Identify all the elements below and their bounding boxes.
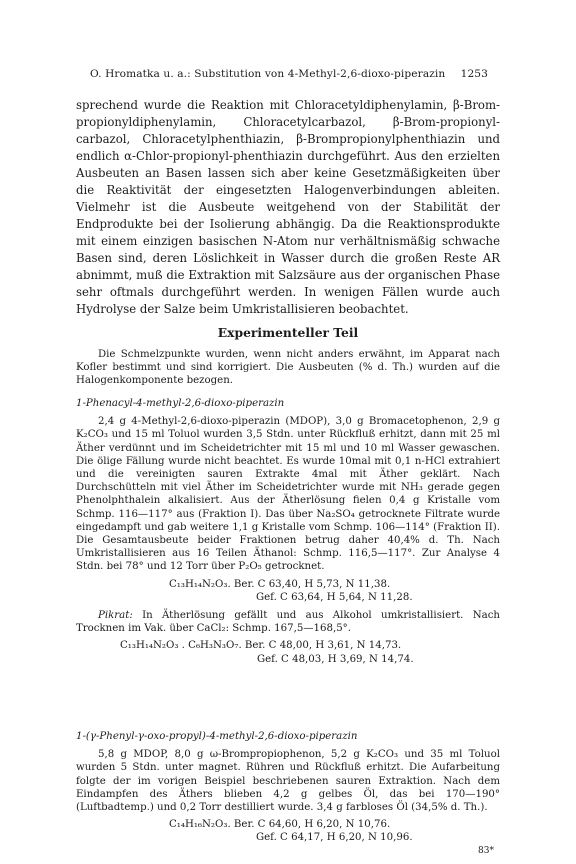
running-title: O. Hromatka u. a.: Substitution von 4-Methyl-2,6-dioxo-piperazin	[90, 68, 446, 80]
compound2-name: 1-(γ-Phenyl-γ-oxo-propyl)-4-methyl-2,6-dioxo-piperazin	[76, 731, 358, 742]
compound1-analysis-found: Gef. C 63,64, H 5,64, N 11,28.	[256, 591, 413, 603]
compound1-analysis-calc: C₁₃H₁₄N₂O₃. Ber. C 63,40, H 5,73, N 11,38.	[169, 578, 391, 590]
footer-signature: 83*	[478, 846, 494, 856]
compound1-block	[76, 397, 500, 666]
intro-block	[76, 97, 500, 318]
compound1-procedure: 2,4 g 4-Methyl-2,6-dioxo-piperazin (MDOP), 3,0 g Bromacetophenon, 2,9 g K₂CO₃ und 15 ml Toluol wurden 3,5 Stdn. unter Rückfluß erhitzt, dann mit 25 ml Äther verdünnt und im Scheidetrichter mit 15 ml und 10 ml Wasser gewaschen. Die ölige Fällung wurde nicht beachtet. Es wurde 10mal mit 0,1 n-HCl extrahiert und die vereinigten sauren Extrakte 4mal mit Äther geklärt. Nach Durchschütteln mit viel Äther im Scheidetrichter wurde mit NH₃ gerade gegen Phenolphthalein alkalisiert. Aus der Ätherlösung fielen 0,4 g Kristalle vom Schmp. 116—117° aus (Fraktion I). Das über Na₂SO₄ getrocknete Filtrate wurde eingedampft und gab weitere 1,1 g Kristalle vom Schmp. 106—114° (Fraktion II). Die Gesamtausbeute beider Fraktionen betrug daher 40,4% d. Th. Nach Umkristallisieren aus 16 Teilen Äthanol: Schmp. 116,5—117°. Zur Analyse 4 Stdn. bei 78° und 12 Torr über P₂O₅ getrocknet.	[76, 416, 500, 573]
picrate-label: Pikrat:	[98, 610, 133, 622]
picrate-text: In Ätherlösung gefällt und aus Alkohol umkristallisiert. Nach Trocknen im Vak. über CaCl₂: Schmp. 167,5—168,5°.	[76, 610, 500, 635]
compound2-procedure: 5,8 g MDOP, 8,0 g ω-Brompropiophenon, 5,2 g K₂CO₃ und 35 ml Toluol wurden 5 Stdn. unter magnet. Rühren und Rückfluß erhitzt. Die Aufarbeitung folgte der im vorigen Beispiel beschriebenen sauren Extraktion. Nach dem Eindampfen des Äthers blieben 4,2 g gelbes Öl, das bei 170—190° (Luftbadtemp.) und 0,2 Torr destilliert wurde. 3,4 g farbloses Öl (34,5% d. Th.).	[76, 749, 500, 814]
compound2-analysis-found: Gef. C 64,17, H 6,20, N 10,96.	[256, 832, 413, 844]
picrate-analysis-calc: C₁₃H₁₄N₂O₃ . C₆H₃N₃O₇. Ber. C 48,00, H 3,61, N 14,73.	[120, 640, 402, 652]
intro-paragraph: sprechend wurde die Reaktion mit Chloracetyldiphenylamin, β-Brom-propionyldiphenylamin, Chloracetylcarbazol, β-Brom-propionyl-carbazol, Chloracetylphenthiazin, β-Brompropionylphenthiazin und endlich α-Chlor-propionyl-phenthiazin durchgeführt. Aus den erzielten Ausbeuten an Basen lassen sich aber keine Gesetzmäßigkeiten über die Reaktivität der eingesetzten Halogenverbindungen ableiten. Vielmehr ist die Ausbeute weitgehend von der Stabilität der Endprodukte bei der Isolierung abhängig. Da die Reaktionsprodukte mit einem einzigen basischen N-Atom nur verhältnismäßig schwache Basen sind, deren Löslichkeit in Wasser durch die großen Reste AR abnimmt, muß die Extraktion mit Salzsäure aus der organischen Phase sehr oftmals durchgeführt werden. In wenigen Fällen wurde auch Hydrolyse der Salze beim Umkristallisieren beobachtet.	[76, 98, 500, 316]
compound1-name: 1-Phenacyl-4-methyl-2,6-dioxo-piperazin	[76, 398, 285, 409]
general-note-block	[76, 348, 500, 388]
compound2-block	[76, 730, 500, 845]
page-number: 1253	[460, 68, 488, 80]
general-note: Die Schmelzpunkte wurden, wenn nicht anders erwähnt, im Apparat nach Kofler bestimmt und sind korrigiert. Die Ausbeuten (% d. Th.) wurden auf die Halogenkomponente bezogen.	[76, 349, 500, 387]
picrate-analysis-found: Gef. C 48,03, H 3,69, N 14,74.	[257, 653, 414, 665]
compound1-picrate	[76, 609, 500, 635]
section-heading: Experimenteller Teil	[217, 325, 359, 340]
compound2-analysis-calc: C₁₄H₁₆N₂O₃. Ber. C 64,60, H 6,20, N 10,76.	[169, 819, 391, 831]
